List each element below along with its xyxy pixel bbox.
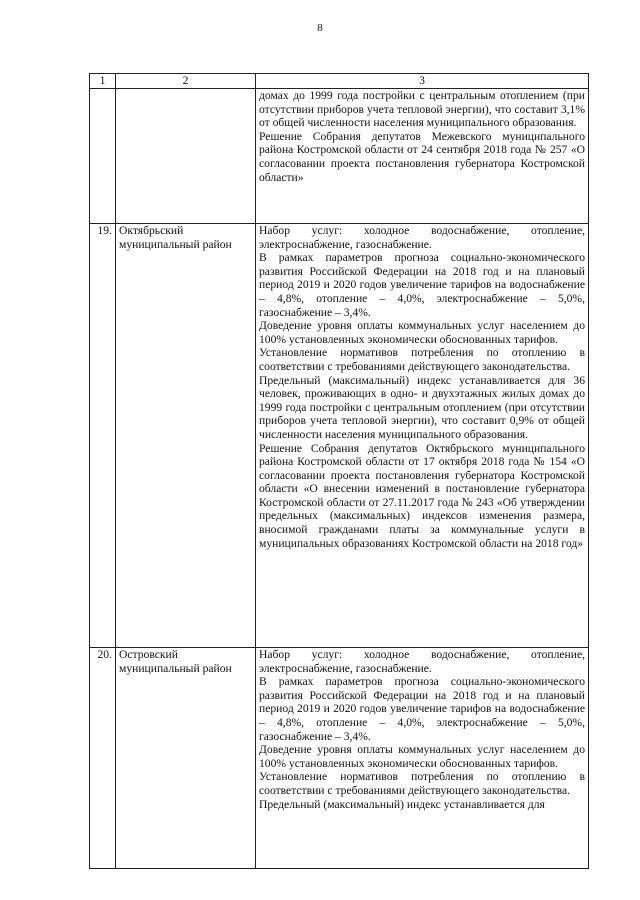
paragraph: В рамках параметров прогноза социально-экономического развития Российской Федерации на 2018 год и на плановый период 2019 и 2020 годов увеличение тарифов на водоснабжение – 4,8%, отопление – 4,0%, электроснабжение – 5,0%, газоснабжение – 3,4%. <box>259 251 585 319</box>
page-number: 8 <box>317 22 323 34</box>
paragraph: Решение Собрания депутатов Октябрьского муниципального района Костромской области от 17 октября 2018 года № 154 «О согласовании проекта постановления губернатора Костромской области «О внесении изменений в постановление губернатора Костромской области от 27.11.2017 года № 243 «Об утверждении предельных (максимальных) индексов изменения размера, вносимой гражданами платы за коммунальные услуги в муниципальных образованиях Костромской области на 2018 год» <box>259 441 585 550</box>
description-cell <box>256 648 589 869</box>
paragraph: Предельный (максимальный) индекс устанавливается для <box>259 797 545 811</box>
paragraph: домах до 1999 года постройки с центральным отоплением (при отсутствии приборов учета тепловой энергии), что составит 3,1% от общей численности населения муниципального образования. <box>259 89 585 130</box>
column-header-1: 1 <box>90 74 116 89</box>
paragraph: Установление нормативов потребления по отоплению в соответствии с требованиями действующего законодательства. <box>259 770 585 797</box>
paragraph: Решение Собрания депутатов Межевского муниципального района Костромской области от 24 сентября 2018 года № 257 «О согласовании проекта постановления губернатора Костромской области» <box>259 129 585 184</box>
row-number: 19. <box>90 224 116 648</box>
table-row <box>90 648 589 869</box>
row-number: 20. <box>90 648 116 869</box>
column-header-2: 2 <box>116 74 256 89</box>
paragraph: Установление нормативов потребления по отоплению в соответствии с требованиями действующего законодательства. <box>259 346 585 373</box>
description-cell <box>256 224 589 648</box>
tariff-table <box>89 73 589 869</box>
paragraph: Набор услуг: холодное водоснабжение, отопление, электроснабжение, газоснабжение. <box>259 648 585 675</box>
table-row <box>90 89 589 224</box>
paragraph: В рамках параметров прогноза социально-экономического развития Российской Федерации на 2018 год и на плановый период 2019 и 2020 годов увеличение тарифов на водоснабжение – 4,8%, отопление – 4,0%, электроснабжение – 5,0%, газоснабжение – 3,4%. <box>259 675 585 743</box>
district-name <box>116 89 256 224</box>
paragraph: Набор услуг: холодное водоснабжение, отопление, электроснабжение, газоснабжение. <box>259 224 585 251</box>
column-header-3: 3 <box>256 74 589 89</box>
district-name: Островский муниципальный район <box>116 648 256 869</box>
paragraph: Предельный (максимальный) индекс устанавливается для 36 человек, проживающих в одно- и двухэтажных жилых домах до 1999 года постройки с центральным отоплением (при отсутствии приборов учета тепловой энергии), что составит 0,9% от общей численности населения муниципального образования. <box>259 373 585 441</box>
row-number <box>90 89 116 224</box>
paragraph: Доведение уровня оплаты коммунальных услуг населением до 100% установленных экономически обоснованных тарифов. <box>259 743 585 770</box>
district-name: Октябрьский муниципальный район <box>116 224 256 648</box>
description-cell <box>256 89 589 224</box>
paragraph: Доведение уровня оплаты коммунальных услуг населением до 100% установленных экономически обоснованных тарифов. <box>259 319 585 346</box>
table-header-row <box>90 74 589 89</box>
table-row <box>90 224 589 648</box>
